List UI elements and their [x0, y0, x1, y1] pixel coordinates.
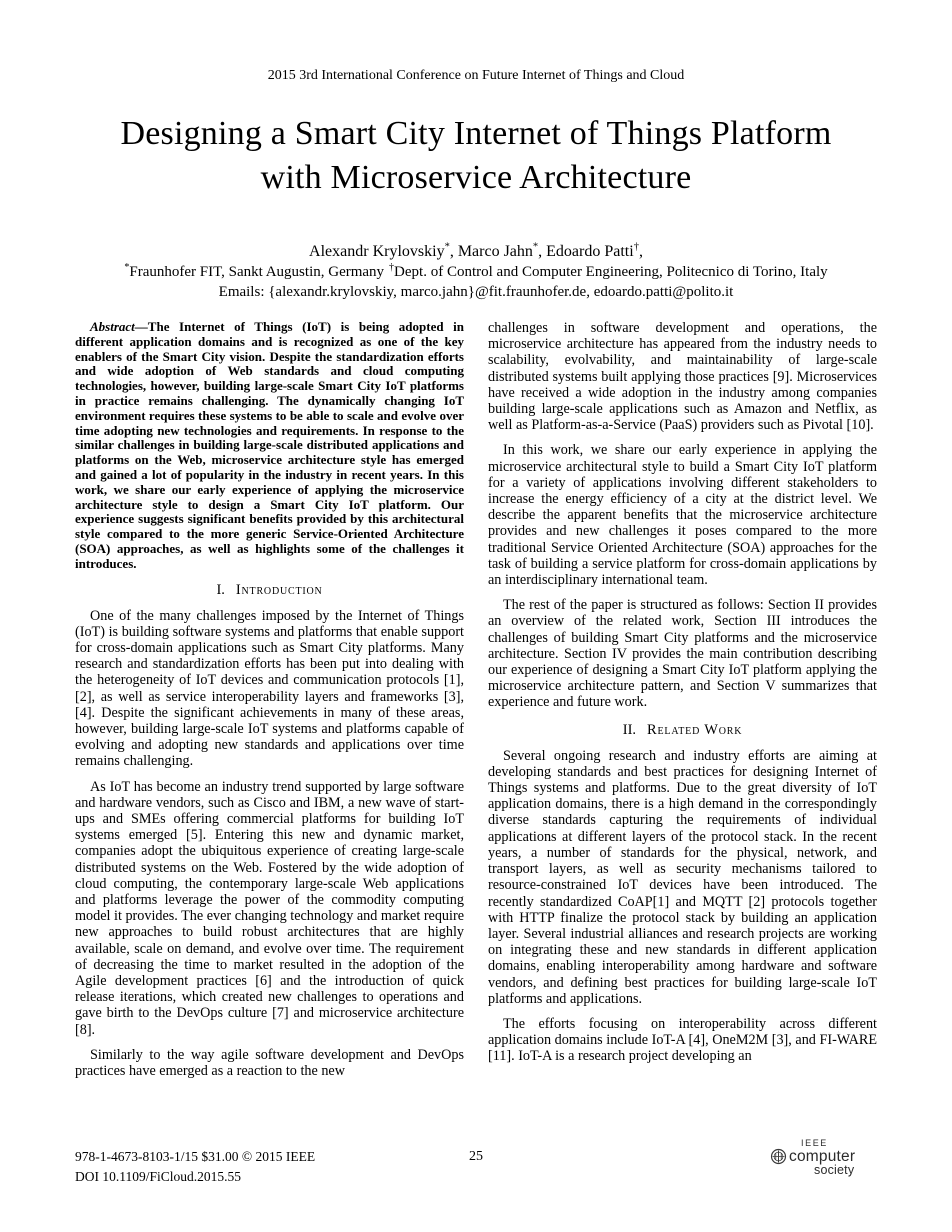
ieee-cs-logo: [770, 1139, 870, 1176]
section-number: II.: [622, 721, 637, 738]
logo-computer-text: computer: [789, 1148, 856, 1165]
title-line-1: Designing a Smart City Internet of Things Platform: [120, 115, 832, 152]
abstract-text: —The Internet of Things (IoT) is being adopted in different application domains and is recognized as one of the key enablers of the Smart City vision. Despite the standardization efforts and wide adoption of Web standards and cloud computing technologies, however, building large-scale Smart City IoT platforms in practice remains challenging. The dynamically changing IoT environment requires these systems to be able to scale and evolve over time adopting new technologies and requirements. In response to the similar challenges in building large-scale distributed applications and platforms on the Web, microservice architecture style has emerged and gained a lot of popularity in the industry in recent years. In this work, we share our early experience of applying the microservice architecture style to design a Smart City IoT platform. Our experience suggests significant benefits provided by this architectural style compared to the more generic Service-Oriented Architecture (SOA) approaches, as well as highlights some of the challenges it introduces.: [75, 319, 464, 571]
author-separator-2: ,: [538, 243, 547, 260]
section-heading-introduction: [75, 580, 464, 600]
logo-ieee-text: IEEE: [801, 1138, 828, 1148]
author-name-2: Marco Jahn: [457, 243, 533, 260]
affiliation-part-1: Fraunhofer FIT, Sankt Augustin, Germany: [129, 264, 385, 280]
logo-society-text: society: [814, 1163, 855, 1177]
author-mark-2: *: [532, 241, 539, 253]
section-title: Introduction: [235, 581, 323, 598]
authors-block: [0, 241, 952, 302]
ieee-cs-emblem-icon: [770, 1148, 787, 1165]
related-work-paragraph-1: Several ongoing research and industry efforts are aiming at developing standards and best practices for designing Internet of Things systems and platforms. Due to the great diversity of IoT application domains, there is a high demand in the correspondingly diverse standards capturing the requirements of individual applications at different layers of the protocol stack. In the recent years, a number of standards for the physical, network, and transport layers, as well as security mechanisms tailored to resource-constrained IoT devices have been introduced. The recently standardized CoAP[1] and MQTT [2] protocols together with HTTP finalize the protocol stack by building an application layer. Several industrial alliances and research projects are working on integrating these and new standards in different application domains, enabling interoperability among hardware and software vendors, and defining best practices for building large-scale IoT platforms and applications.: [488, 747, 877, 1007]
abstract-label: Abstract: [90, 319, 135, 334]
affiliation-mark-1: *: [124, 262, 130, 273]
emails-line: Emails: {alexandr.krylovskiy, marco.jahn}@fit.fraunhofer.de, edoardo.patti@polito.it: [218, 284, 734, 300]
intro-paragraph-1: One of the many challenges imposed by the Internet of Things (IoT) is building software systems and platforms that enable support for cross-domain applications such as Smart City platforms. Many research and standardization efforts has been put into dealing with the heterogeneity of IoT devices and communication protocols [1], [2], as well as service interoperability layers and frameworks [3], [4]. Despite the significant achievements in many of these areas, however, building large-scale IoT systems and platforms capable of evolving and adopting new standards and applications over time remains challenging.: [75, 607, 464, 770]
author-name-1: Alexandr Krylovskiy: [309, 243, 445, 260]
author-separator-1: ,: [449, 243, 458, 260]
abstract-paragraph: [75, 320, 464, 572]
section-heading-related-work: [488, 720, 877, 740]
authors-trailing-comma: ,: [638, 243, 643, 260]
affiliation-mark-2: †: [389, 262, 395, 273]
left-column: [75, 320, 464, 1079]
paper-structure-paragraph: The rest of the paper is structured as follows: Section II provides an overview of the related work, Section III introduces the challenges of building Smart City platforms and the microservice architecture. Section IV provides the main contribution describing our experience of designing a Smart City IoT platform applying the microservice architecture pattern, and Section V summarizes that experience and future work.: [488, 597, 877, 711]
two-column-body: [75, 320, 877, 1079]
section-number: I.: [216, 581, 225, 598]
right-column: [488, 320, 877, 1079]
affiliation-line: [0, 262, 952, 282]
intro-paragraph-2: As IoT has become an industry trend supported by large software and hardware vendors, such as Cisco and IBM, a new wave of start-ups and SMEs offering commercial platforms for building IoT systems emerged [5]. Entering this new and dynamic market, companies adopt the ubiquitous experience of creating large-scale distributed systems on the Web. Fostered by the wide adoption of cloud computing, the contemporary large-scale Web applications and platforms leverage the power of the commodity computing model it provides. The ever changing technology and market require new approaches to build robust architectures that are highly available, scale on demand, and evolve over time. The requirement of decreasing the time to market resulted in the adoption of the Agile development practices [6] and the introduction of quick release iterations, which created new challenges to operations and gave birth to the DevOps culture [7] and microservice architecture [8].: [75, 778, 464, 1038]
authors-line: [0, 241, 952, 262]
related-work-paragraph-2: The efforts focusing on interoperability across different application domains include IoT-A [4], OneM2M [3], and FI-WARE [11]. IoT-A is a research project developing an: [488, 1015, 877, 1065]
intro-continuation-paragraph: challenges in software development and operations, the microservice architecture has appeared from the industry needs to scalability, evolvability, and maintainability of large-scale distributed systems built applying those practices [9]. Microservices have received a wide adoption in the industry among companies building large-scale applications such as Amazon and Netflix, as well as Platform-as-a-Service (PaaS) providers such as Pivotal [10].: [488, 320, 877, 434]
author-mark-3: †: [633, 241, 639, 253]
title-line-2: with Microservice Architecture: [260, 159, 692, 196]
footer-doi: DOI 10.1109/FiCloud.2015.55: [75, 1169, 242, 1184]
affiliation-part-2: Dept. of Control and Computer Engineering, Politecnico di Torino, Italy: [394, 264, 828, 280]
page-number: 25: [469, 1149, 483, 1164]
author-mark-1: *: [444, 241, 450, 253]
paper-title: [0, 112, 952, 200]
footer-copyright: 978-1-4673-8103-1/15 $31.00 © 2015 IEEE: [75, 1149, 316, 1164]
contribution-paragraph: In this work, we share our early experience in applying the microservice architectural style to build a Smart City IoT platform for a variety of applications involving different stakeholders to increase the energy efficiency of a city at the district level. We describe the apparent benefits that the microservice architecture provides and new challenges it poses compared to the more traditional Service Oriented Architecture (SOA) approaches for the task of building a service platform for cross-domain applications by an interdisciplinary international team.: [488, 442, 877, 589]
conference-header: 2015 3rd International Conference on Future Internet of Things and Cloud: [267, 68, 685, 83]
section-title: Related Work: [647, 721, 743, 738]
author-name-3: Edoardo Patti: [546, 243, 634, 260]
intro-paragraph-3: Similarly to the way agile software development and DevOps practices have emerged as a reaction to the new: [75, 1046, 464, 1080]
